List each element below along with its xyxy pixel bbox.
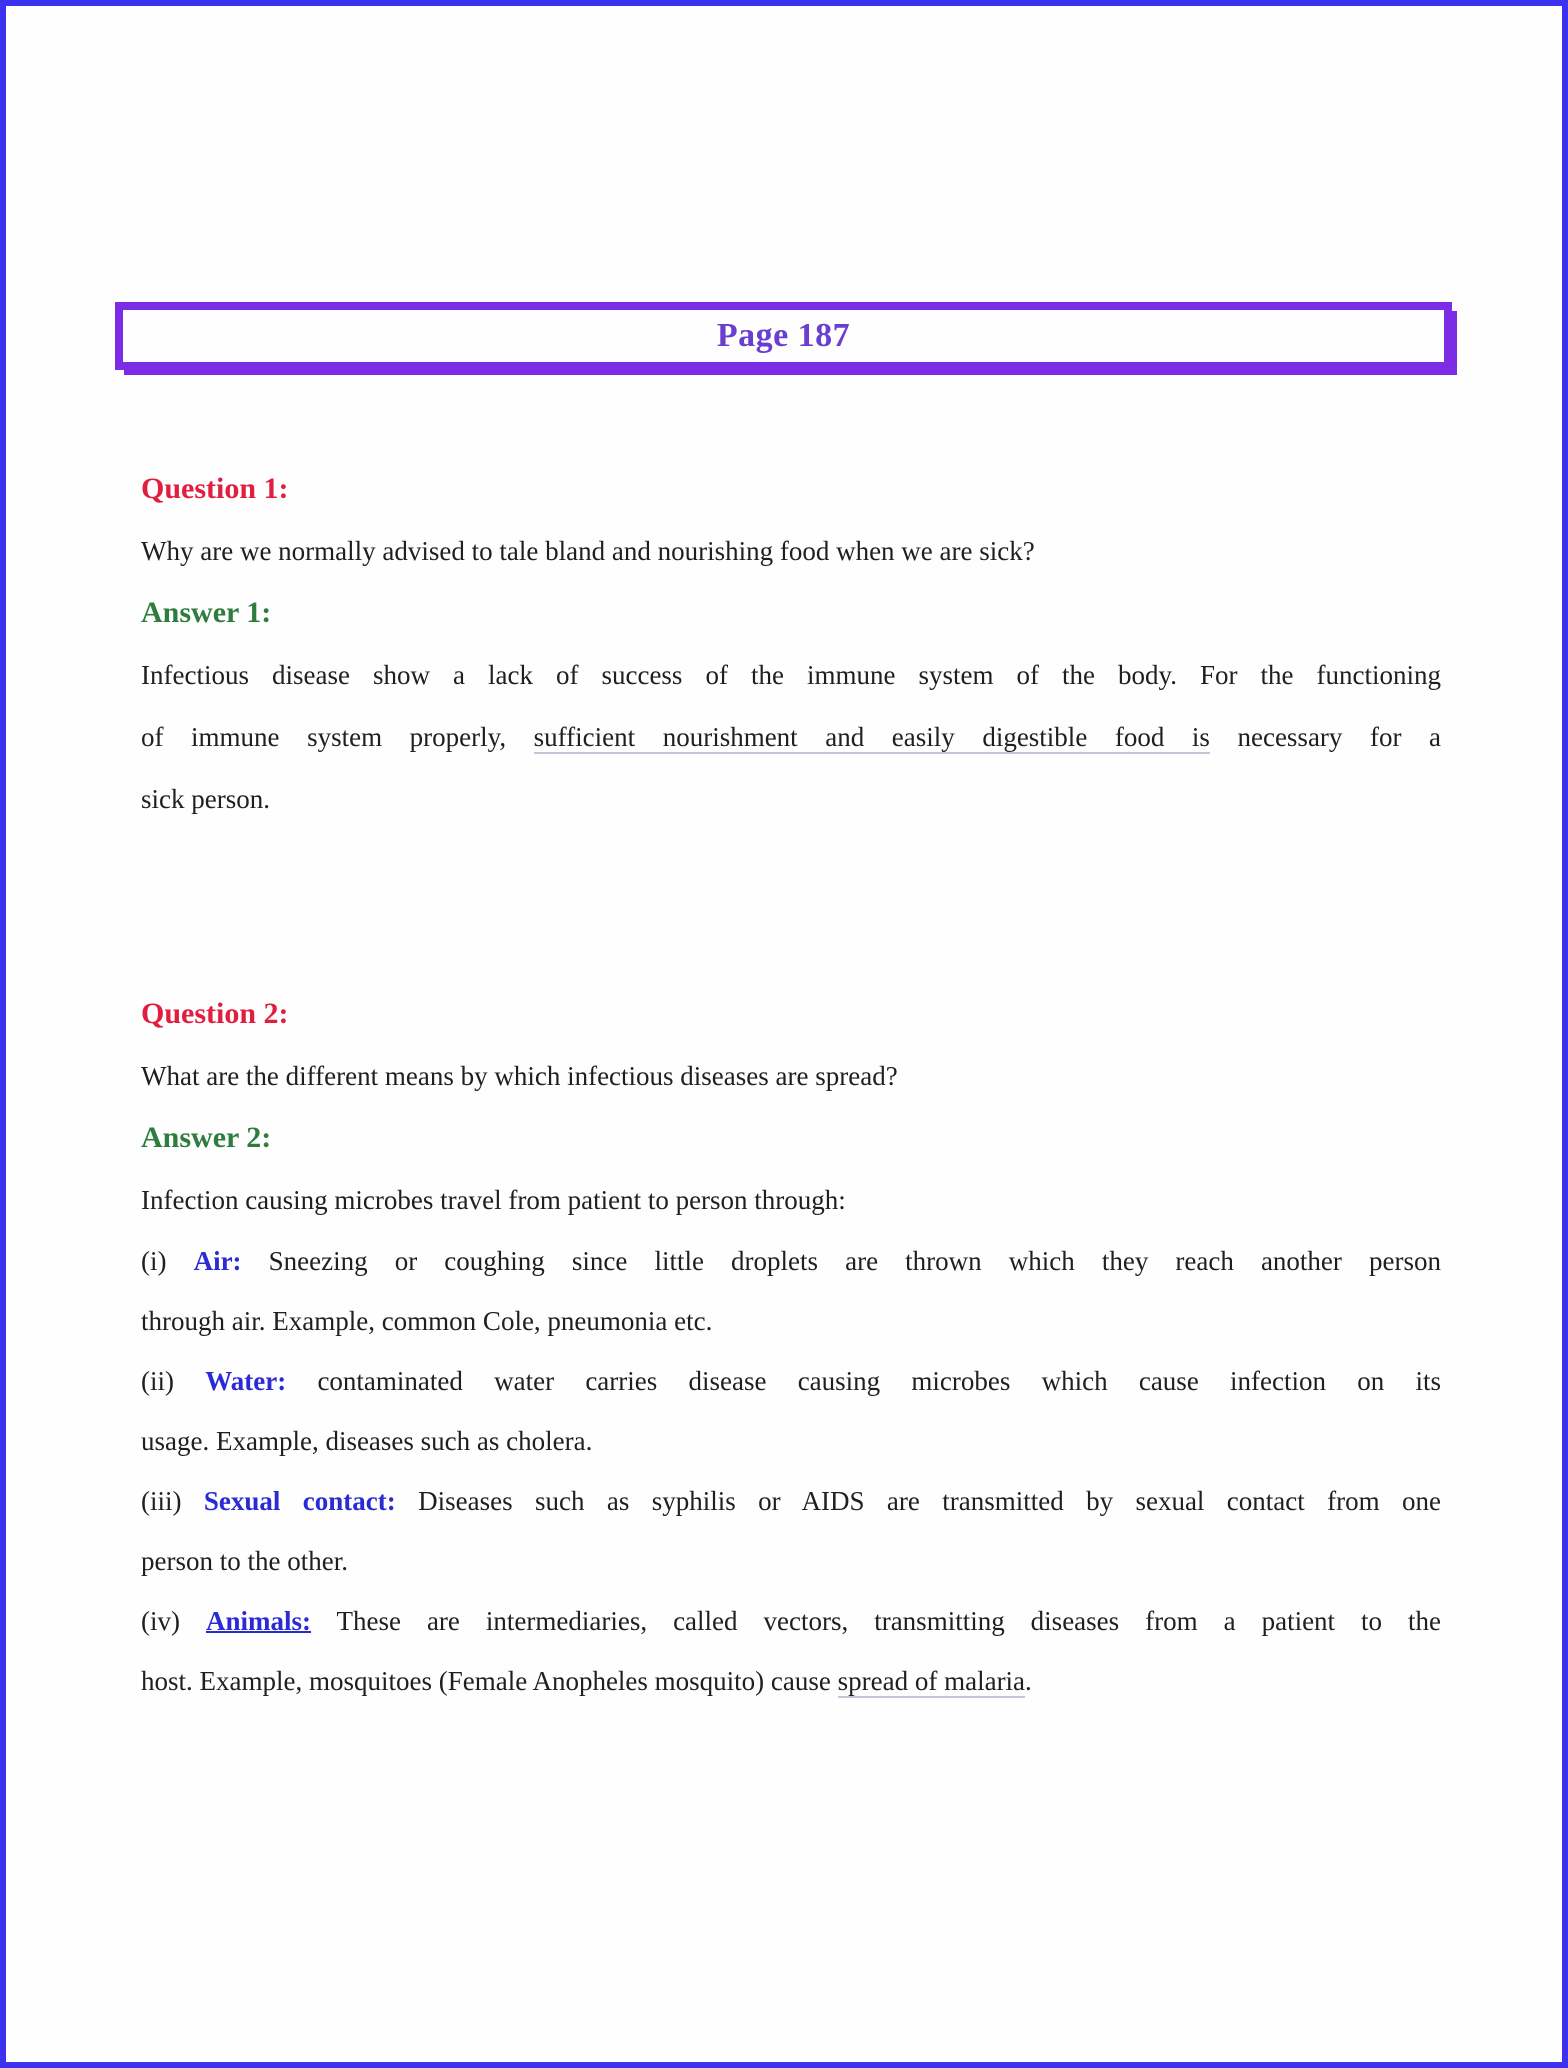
item-air-keyword: Air: [193, 1246, 242, 1276]
answer-2-intro: Infection causing microbes travel from patient to person through: [141, 1185, 846, 1215]
item-water-keyword: Water: [205, 1366, 287, 1396]
item-sexual-contact-prefix: (iii) [141, 1486, 204, 1516]
item-animals-prefix: (iv) [141, 1606, 206, 1636]
answer-1-line-1: Infectious disease show a lack of success of the immune system of the body. For the functioning [141, 660, 1441, 690]
item-animals-line-2-post: . [1025, 1666, 1032, 1696]
page-header-box [115, 302, 1452, 370]
item-water-line-1 [141, 1351, 1441, 1411]
item-air-text: Sneezing or coughing since little droplets are thrown which they reach another person [241, 1246, 1441, 1276]
answer-1-line-2-underlined: sufficient nourishment and easily digestible food is [533, 722, 1210, 752]
transmission-means-list [141, 1231, 1441, 1711]
answer-1-label: Answer 1: [141, 596, 272, 629]
item-animals-text: These are intermediaries, called vectors, transmitting diseases from a patient to the [311, 1606, 1442, 1636]
item-air-prefix: (i) [141, 1246, 194, 1276]
answer-2-label: Answer 2: [141, 1121, 272, 1154]
question-1-text: Why are we normally advised to tale bland and nourishing food when we are sick? [141, 536, 1035, 566]
item-sexual-contact-line-1 [141, 1471, 1441, 1531]
item-water-prefix: (ii) [141, 1366, 206, 1396]
item-sexual-contact-keyword: Sexual contact: [203, 1486, 396, 1516]
item-air-line-1 [141, 1231, 1441, 1291]
question-1-label: Question 1: [141, 472, 289, 505]
item-air-line-2: through air. Example, common Cole, pneumonia etc. [141, 1306, 713, 1336]
item-animals-line-2-underlined: spread of malaria [837, 1666, 1026, 1696]
page-title: Page 187 [716, 317, 851, 354]
question-2-label: Question 2: [141, 997, 289, 1030]
answer-1-line-2-pre: of immune system properly, [141, 722, 534, 752]
item-animals-line-2-pre: host. Example, mosquitoes (Female Anopheles mosquito) cause [141, 1666, 838, 1696]
page-content [141, 458, 1441, 1711]
item-water-line-2: usage. Example, diseases such as cholera. [141, 1426, 593, 1456]
item-animals-keyword: Animals: [205, 1606, 311, 1636]
question-2-text: What are the different means by which infectious diseases are spread? [141, 1061, 898, 1091]
answer-1-line-3: sick person. [141, 784, 270, 814]
item-sexual-contact-line-2: person to the other. [141, 1546, 348, 1576]
answer-1-line-2-post: necessary for a [1209, 722, 1441, 752]
item-sexual-contact-text: Diseases such as syphilis or AIDS are transmitted by sexual contact from one [395, 1486, 1441, 1516]
item-animals-line-2 [141, 1651, 1441, 1711]
answer-1-line-2 [141, 706, 1441, 768]
item-water-text: contaminated water carries disease causing microbes which cause infection on its [286, 1366, 1441, 1396]
item-animals-line-1 [141, 1591, 1441, 1651]
